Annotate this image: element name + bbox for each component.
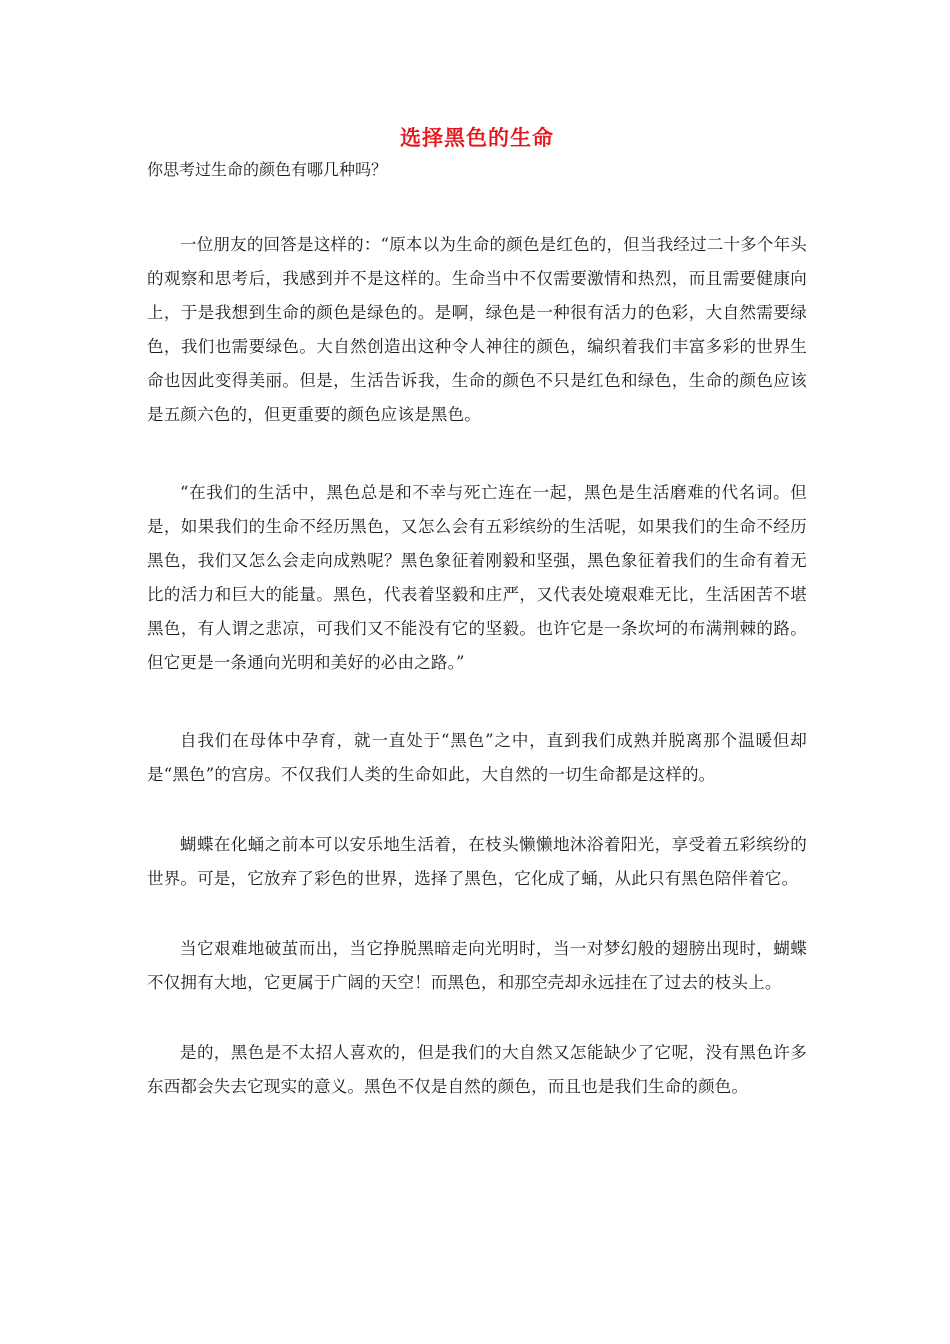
paragraph-5: 当它艰难地破茧而出，当它挣脱黑暗走向光明时，当一对梦幻般的翅膀出现时，蝴蝶不仅拥有大地，它更属于广阔的天空！而黑色，和那空壳却永远挂在了过去的枝头上。 [147,939,807,992]
paragraph-1: 一位朋友的回答是这样的：“原本以为生命的颜色是红色的，但当我经过二十多个年头的观察和思考后，我感到并不是这样的。生命当中不仅需要激情和热烈，而且需要健康向上，于是我想到生命的颜色是绿色的。是啊，绿色是一种很有活力的色彩，大自然需要绿色，我们也需要绿色。大自然创造出这种令人神往的颜色，编织着我们丰富多彩的世界生命也因此变得美丽。但是，生活告诉我，生命的颜色不只是红色和绿色，生命的颜色应该是五颜六色的，但更重要的颜色应该是黑色。 [147,235,807,424]
opening-question: 你思考过生命的颜色有哪几种吗？ [147,160,388,179]
paragraph-2: “在我们的生活中，黑色总是和不幸与死亡连在一起，黑色是生活磨难的代名词。但是，如果我们的生命不经历黑色，又怎么会有五彩缤纷的生活呢，如果我们的生命不经历黑色，我们又怎么会走向成熟呢？黑色象征着刚毅和坚强，黑色象征着我们的生命有着无比的活力和巨大的能量。黑色，代表着坚毅和庄严，又代表处境艰难无比，生活困苦不堪黑色，有人谓之悲凉，可我们又不能没有它的坚毅。也许它是一条坎坷的布满荆棘的路。但它更是一条通向光明和美好的必由之路。” [147,483,807,672]
document-title: 选择黑色的生命 [400,125,554,150]
paragraph-6: 是的，黑色是不太招人喜欢的，但是我们的大自然又怎能缺少了它呢，没有黑色许多东西都会失去它现实的意义。黑色不仅是自然的颜色，而且也是我们生命的颜色。 [147,1043,807,1096]
paragraph-3: 自我们在母体中孕育，就一直处于“黑色”之中，直到我们成熟并脱离那个温暖但却是“黑色”的宫房。不仅我们人类的生命如此，大自然的一切生命都是这样的。 [147,731,807,784]
document-page [147,118,807,1104]
paragraph-4: 蝴蝶在化蛹之前本可以安乐地生活着，在枝头懒懒地沐浴着阳光，享受着五彩缤纷的世界。可是，它放弃了彩色的世界，选择了黑色，它化成了蛹，从此只有黑色陪伴着它。 [147,835,807,888]
